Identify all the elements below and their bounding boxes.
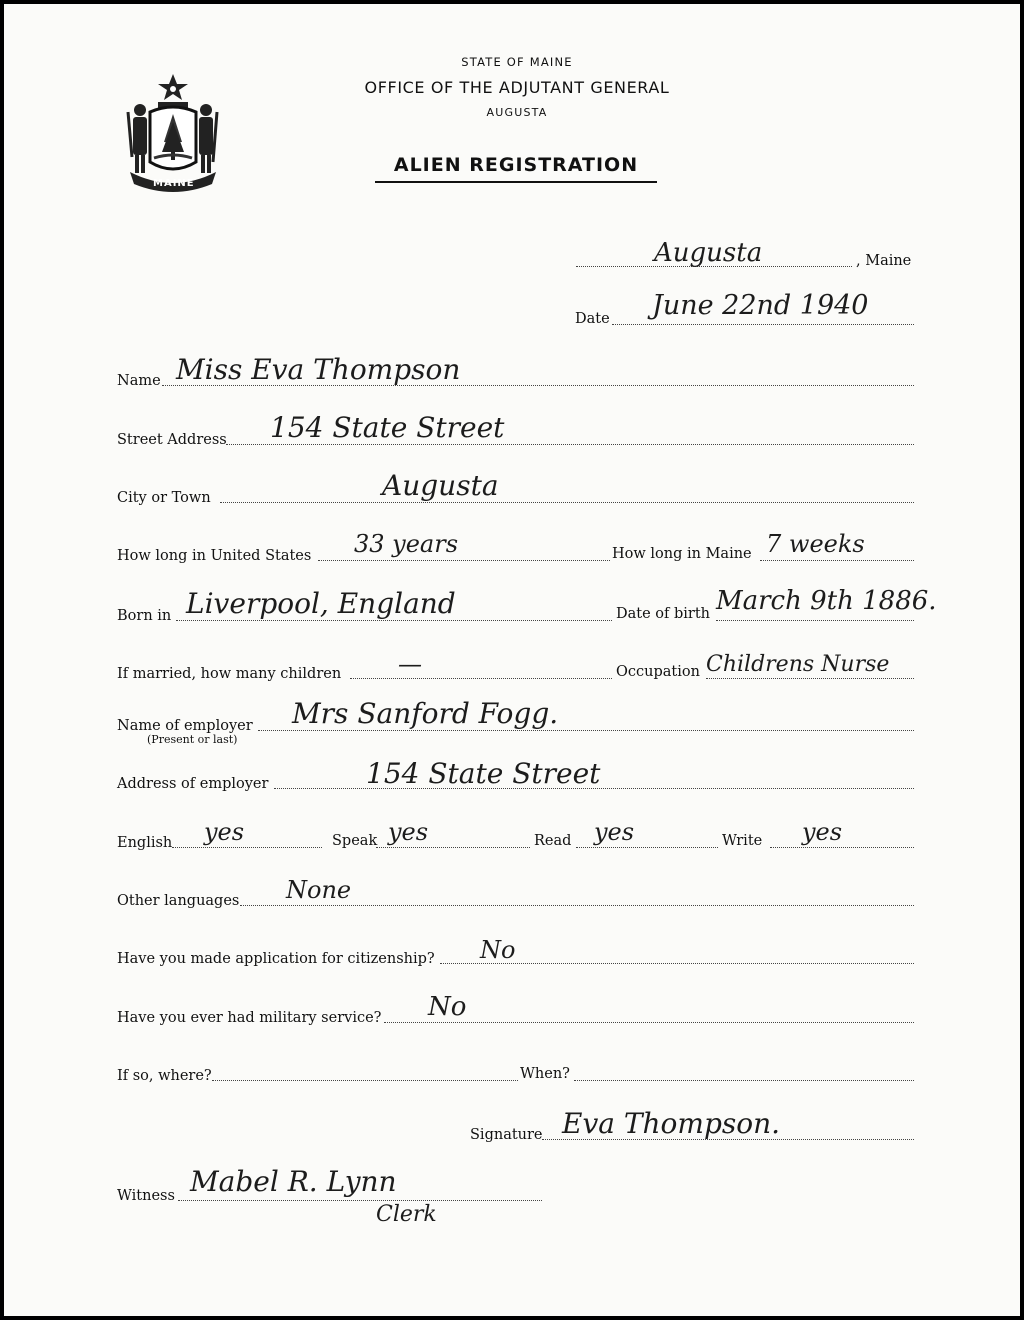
witness-title: Clerk (376, 1202, 437, 1227)
street-address-label: Street Address (117, 432, 227, 448)
witness-line (178, 1200, 542, 1201)
how-long-us-value: 33 years (354, 530, 459, 558)
date-of-birth-value: March 9th 1886. (716, 586, 937, 616)
how-long-us-label: How long in United States (117, 548, 312, 564)
employer-name-value: Mrs Sanford Fogg. (292, 697, 559, 730)
other-languages-label: Other languages (117, 893, 240, 909)
read-value: yes (594, 818, 635, 846)
date-of-birth-line (716, 620, 914, 621)
city-line (220, 502, 914, 503)
city-heading: AUGUSTA (486, 106, 548, 119)
witness-label: Witness (117, 1188, 175, 1204)
office-heading: OFFICE OF THE ADJUTANT GENERAL (364, 78, 670, 97)
born-in-label: Born in (117, 608, 172, 624)
write-label: Write (722, 833, 763, 849)
when-label: When? (520, 1066, 570, 1082)
citizenship-label: Have you made application for citizenship? (117, 951, 435, 967)
read-label: Read (534, 833, 572, 849)
date-of-birth-label: Date of birth (616, 606, 711, 622)
write-line (770, 847, 914, 848)
english-value: yes (204, 818, 245, 846)
name-value: Miss Eva Thompson (176, 353, 461, 386)
born-in-value: Liverpool, England (186, 587, 456, 620)
citizenship-value: No (480, 936, 516, 964)
how-long-maine-value: 7 weeks (766, 530, 865, 558)
date-line (612, 324, 914, 325)
employer-address-value: 154 State Street (366, 757, 601, 790)
signature-value: Eva Thompson. (562, 1107, 781, 1140)
witness-value: Mabel R. Lynn (190, 1165, 397, 1198)
speak-value: yes (388, 818, 429, 846)
employer-name-sublabel: (Present or last) (147, 733, 238, 746)
occupation-value: Childrens Nurse (706, 652, 890, 677)
city-label: City or Town (117, 490, 211, 506)
if-so-where-line (212, 1080, 518, 1081)
military-value: No (428, 992, 467, 1022)
english-label: English (117, 835, 173, 851)
how-long-maine-line (760, 560, 914, 561)
street-address-line (226, 444, 914, 445)
children-line (350, 678, 612, 679)
read-line (576, 847, 718, 848)
other-languages-value: None (286, 876, 352, 904)
how-long-maine-label: How long in Maine (612, 546, 752, 562)
employer-name-label: Name of employer (117, 718, 253, 734)
date-label: Date (575, 311, 610, 327)
military-line (384, 1022, 914, 1023)
place-value: Augusta (654, 238, 763, 268)
employer-address-label: Address of employer (117, 776, 269, 792)
name-label: Name (117, 373, 161, 389)
form-title: ALIEN REGISTRATION (375, 154, 657, 183)
employer-name-line (258, 730, 914, 731)
other-languages-line (240, 905, 914, 906)
registration-form (4, 4, 1020, 1316)
when-line (574, 1080, 914, 1081)
date-value: June 22nd 1940 (652, 290, 869, 321)
occupation-line (706, 678, 914, 679)
speak-label: Speak (332, 833, 378, 849)
military-label: Have you ever had military service? (117, 1010, 382, 1026)
how-long-us-line (318, 560, 610, 561)
place-label: , Maine (856, 253, 912, 269)
write-value: yes (802, 818, 843, 846)
if-so-where-label: If so, where? (117, 1068, 212, 1084)
signature-label: Signature (470, 1127, 543, 1143)
children-label: If married, how many children (117, 666, 342, 682)
speak-line (376, 847, 530, 848)
city-value: Augusta (382, 469, 499, 502)
state-heading: STATE OF MAINE (461, 55, 573, 69)
children-value: — (398, 650, 422, 678)
occupation-label: Occupation (616, 664, 700, 680)
street-address-value: 154 State Street (270, 411, 505, 444)
seal-banner-text: MAINE (153, 178, 195, 189)
english-line (172, 847, 322, 848)
born-in-line (176, 620, 612, 621)
